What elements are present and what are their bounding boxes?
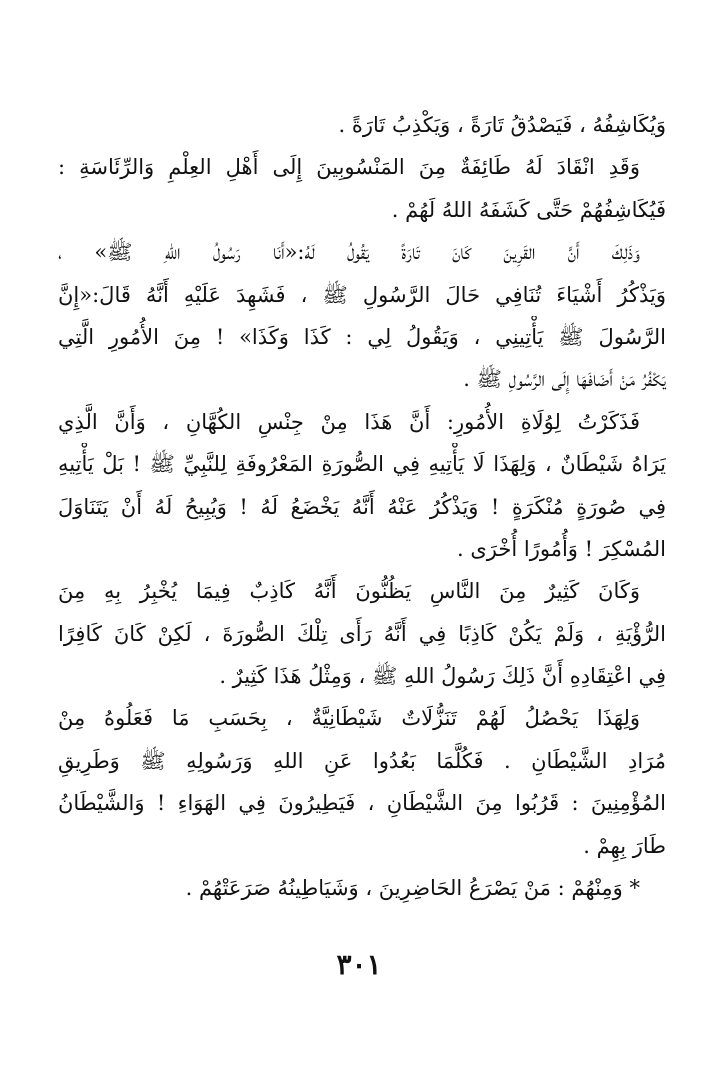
body-text <box>58 104 666 909</box>
text-line: وَقَدِ انْقَادَ لَهُ طَائِفَةٌ مِنَ المَنْسُوبِينَ إِلَى أَهْلِ العِلْمِ وَالرِّئَاسَةِ : <box>58 155 640 180</box>
text-line: يَرَاهُ شَيْطَانٌ ، وَلِهَذَا لَا يَأْتِيهِ فِي الصُّورَةِ المَعْرُوفَةِ لِلنَّبِيِّ ﷺ ! بَلْ يَأْتِيهِ <box>58 452 666 477</box>
page-number: ٣٠١ <box>336 948 382 981</box>
text-line: وَيَذْكُرُ أَشْيَاءَ تُنَافِي حَالَ الرَّسُولِ ﷺ ، فَشَهِدَ عَلَيْهِ أَنَّهُ قَالَ:«إِنَّ <box>58 282 666 307</box>
text-line: وَلِهَذَا يَحْصُلُ لَهُمْ تَنَزُّلَاتٌ شَيْطَانِيَّةٌ ، بِحَسَبِ مَا فَعَلُوهُ مِنْ <box>58 706 640 731</box>
text-line: الرُّؤْيَةِ ، وَلَمْ يَكُنْ كَاذِبًا فِي أَنَّهُ رَأَى تِلْكَ الصُّورَةَ ، لَكِنْ كَانَ كَافِرًا <box>58 621 666 646</box>
text-line: طَارَ بِهِمْ . <box>583 833 666 858</box>
text-line: وَكَانَ كَثِيرٌ مِنَ النَّاسِ يَظُنُّونَ أَنَّهُ كَاذِبٌ فِيمَا يُخْبِرُ بِهِ مِنَ <box>58 579 640 604</box>
text-line: فَيُكَاشِفُهُمْ حَتَّى كَشَفَهُ اللهُ لَهُمْ . <box>391 197 666 222</box>
text-line: فِي صُورَةٍ مُنْكَرَةٍ ! وَيَذْكُرُ عَنْهُ أَنَّهُ يَخْضَعُ لَهُ ! وَيُبِيحُ لَهُ أَنْ يَتَنَاوَلَ <box>58 494 666 519</box>
text-line: المُؤْمِنِينَ : قَرُبُوا مِنَ الشَّيْطَانِ ، فَيَطِيرُونَ فِي الهَوَاءِ ! وَالشَّيْطَانُ <box>58 791 666 816</box>
text-line: فَذَكَرْتُ لِوُلَاةِ الأُمُورِ: أَنَّ هَذَا مِنْ جِنْسِ الكُهَّانِ ، وَأَنَّ الَّذِي <box>58 409 640 434</box>
text-line: يَكْفُرُ مَنْ أَضَافَهَا إِلَى الرَّسُولِ ﷺ . <box>463 367 666 392</box>
text-line: * وَمِنْهُمْ : مَنْ يَصْرَعُ الحَاضِرِينَ ، وَشَيَاطِينُهُ صَرَعَتْهُمْ . <box>185 876 640 901</box>
text-line: وَيُكَاشِفُهُ ، فَيَصْدُقُ تَارَةً ، وَيَكْذِبُ تَارَةً . <box>338 113 666 137</box>
text-line: مُرَادِ الشَّيْطَانِ . فَكُلَّمَا بَعُدُوا عَنِ اللهِ وَرَسُولِهِ ﷺ وَطَرِيقِ <box>58 748 666 773</box>
text-line: فِي اعْتِقَادِهِ أَنَّ ذَلِكَ رَسُولُ اللهِ ﷺ ، وَمِثْلُ هَذَا كَثِيرٌ . <box>219 664 666 689</box>
text-line: وَذَلِكَ أَنَّ القَرِينَ كَانَ تَارَةً يَقُولُ لَهُ:«أَنَا رَسُولُ اللهِ ﷺ» ، <box>58 240 640 265</box>
text-line: الرَّسُولَ ﷺ يَأْتِينِي ، وَيَقُولُ لِي : كَذَا وَكَذَا» ! مِنَ الأُمُورِ الَّتِي <box>58 324 666 349</box>
text-line: المُسْكِرَ ! وَأُمُورًا أُخْرَى . <box>457 536 666 561</box>
